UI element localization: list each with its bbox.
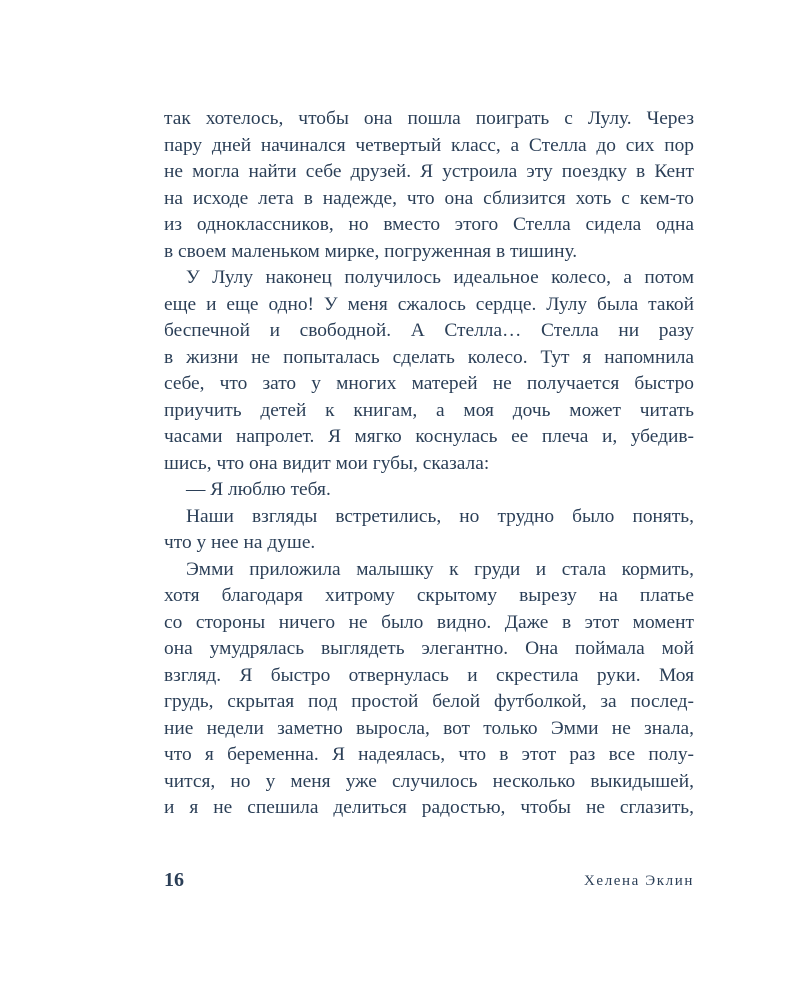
text-line: часами напролет. Я мягко коснулась ее плеча и, убедив-	[164, 426, 694, 447]
text-line: Эмми приложила малышку к груди и стала кормить,	[186, 558, 694, 580]
text-line: и я не спешила делиться радостью, чтобы не сглазить,	[164, 797, 694, 818]
text-line: так хотелось, чтобы она пошла поиграть с Лулу. Через	[164, 108, 694, 129]
text-line: взгляд. Я быстро отвернулась и скрестила руки. Моя	[164, 664, 694, 686]
text-line: хотя благодаря хитрому скрытому вырезу на платье	[164, 585, 694, 606]
text-line: беспечной и свободной. А Стелла… Стелла ни разу	[164, 320, 694, 341]
dialogue-line: — Я люблю тебя.	[186, 479, 331, 500]
page-number: 16	[164, 869, 184, 891]
text-line: чится, но у меня уже случилось несколько выкидышей,	[164, 770, 694, 792]
text-line: она умудрялась выглядеть элегантно. Она поймала мой	[164, 638, 694, 659]
text-line: Наши взгляды встретились, но трудно было понять,	[186, 505, 694, 527]
text-line: приучить детей к книгам, а моя дочь может читать	[164, 399, 694, 421]
text-line: ние недели заметно выросла, вот только Эмми не знала,	[164, 717, 694, 739]
text-line: не могла найти себе друзей. Я устроила эту поездку в Кент	[164, 161, 694, 182]
text-line: еще и еще одно! У меня сжалось сердце. Лулу была такой	[164, 293, 694, 315]
text-line: пару дней начинался четвертый класс, а Стелла до сих пор	[164, 134, 694, 156]
running-footer-author: Хелена Эклин	[584, 873, 694, 889]
text-line: что у нее на душе.	[164, 532, 316, 553]
text-line: на исходе лета в надежде, что она сблизится хоть с кем-то	[164, 187, 694, 209]
text-line: грудь, скрытая под простой белой футболкой, за послед-	[164, 691, 694, 712]
text-line: из одноклассников, но вместо этого Стелла сидела одна	[164, 214, 694, 235]
text-line: У Лулу наконец получилось идеальное колесо, а потом	[186, 267, 694, 288]
text-line: со стороны ничего не было видно. Даже в этот момент	[164, 611, 694, 633]
text-line: в своем маленьком мирке, погруженная в тишину.	[164, 240, 578, 262]
body-text	[164, 106, 694, 822]
text-line: себе, что зато у многих матерей не получается быстро	[164, 373, 694, 394]
text-line: в жизни не попыталась сделать колесо. Тут я напомнила	[164, 346, 694, 368]
text-line: что я беременна. Я надеялась, что в этот раз все полу-	[164, 744, 694, 765]
text-line: шись, что она видит мои губы, сказала:	[164, 452, 490, 474]
